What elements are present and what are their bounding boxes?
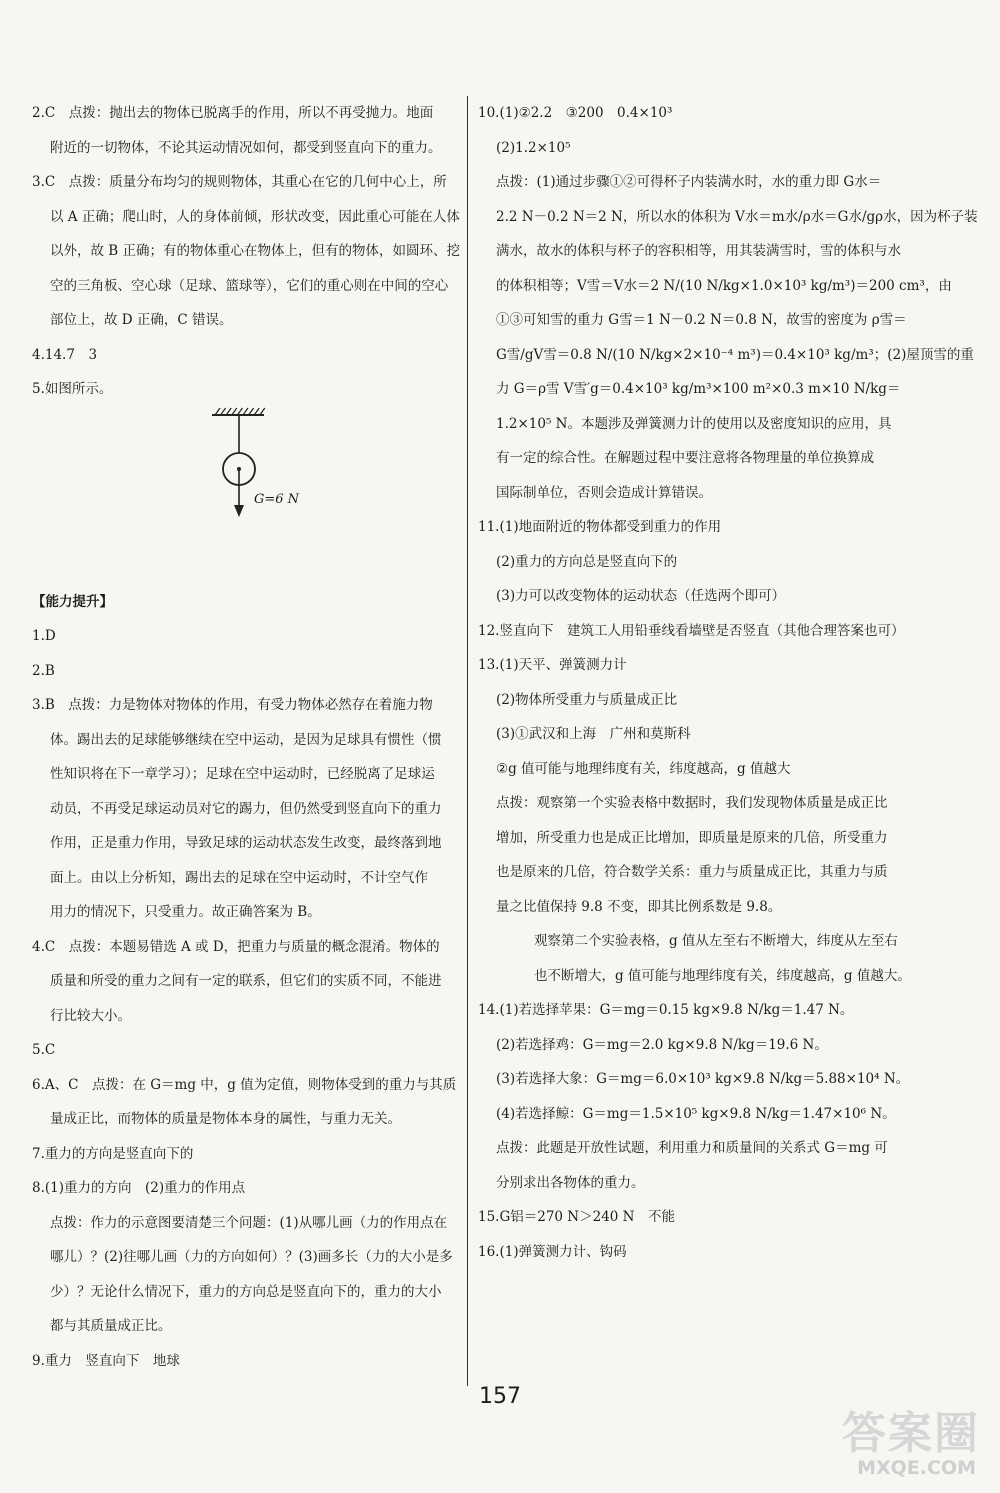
answer-line: 1.2×10⁵ N。本题涉及弹簧测力计的使用以及密度知识的应用，具 [496,415,892,432]
answer-item [478,786,898,924]
answer-line: 质量和所受的重力之间有一定的联系，但它们的实质不同，不能进 [50,973,442,989]
answer-item [32,96,462,165]
answer-line: 4.14.7 3 [32,346,98,363]
ceiling-hatch [237,408,242,415]
answer-item [478,683,898,718]
answer-item [32,1137,462,1172]
answer-line: 少）？无论什么情况下，重力的方向总是竖直向下的，重力的大小 [50,1283,442,1300]
answer-item [32,654,462,689]
answer-line: (2)1.2×10⁵ [496,139,571,156]
answer-item [32,930,462,1034]
answer-line: 5.C [32,1042,56,1058]
answer-line: 观察第二个实验表格，g 值从左至右不断增大，纬度从左至右 [534,933,898,949]
answer-line: 量之比值保持 9.8 不变，即其比例系数是 9.8。 [496,898,782,915]
answer-line: 点拨：作力的示意图要清楚三个问题：(1)从哪儿画（力的作用点在 [50,1214,448,1231]
answer-item [32,1171,462,1206]
answer-line: 哪儿）？(2)往哪儿画（力的方向如何）？(3)画多长（力的大小是多 [50,1249,453,1265]
answer-line: 动员，不再受足球运动员对它的踢力，但仍然受到竖直向下的重力 [50,800,442,817]
answer-line: 8.(1)重力的方向 (2)重力的作用点 [32,1180,246,1196]
answer-line: 量成正比，而物体的质量是物体本身的属性，与重力无关。 [50,1111,401,1127]
answer-line: (3)①武汉和上海 广州和莫斯科 [496,726,691,742]
answer-line: 3.B 点拨：力是物体对物体的作用，有受力物体必然存在着施力物 [32,697,433,713]
answer-line: ①③可知雪的重力 G雪＝1 N－0.2 N＝0.8 N，故雪的密度为 ρ雪＝ [496,312,907,328]
answer-line: 14.(1)若选择苹果：G＝mg＝0.15 kg×9.8 N/kg＝1.47 N。 [478,1002,854,1018]
answer-line: 有一定的综合性。在解题过程中要注意将各物理量的单位换算成 [496,450,874,466]
answer-item [32,338,462,373]
answer-item [32,165,462,338]
ceiling-hatch [243,408,248,415]
answer-line: 6.A、C 点拨：在 G＝mg 中，g 值为定值，则物体受到的重力与其质 [32,1076,457,1093]
answer-item [478,1062,910,1097]
answer-item [478,1235,898,1270]
column-divider [467,96,468,1386]
answer-line: (3)力可以改变物体的运动状态（任选两个即可） [496,588,786,604]
answer-item [32,619,462,654]
answer-item [32,1068,462,1137]
answer-line: (4)若选择鲸：G＝mg＝1.5×10⁵ kg×9.8 N/kg＝1.47×10⁶ N。 [496,1105,896,1122]
answer-line: 3.C 点拨：质量分布均匀的规则物体，其重心在它的几何中心上，所 [32,174,447,190]
gravity-label: G=6 N [254,491,300,507]
hanging-ball-figure [32,407,462,585]
watermark-title: 答案圈 [842,1408,980,1459]
answer-line: 11.(1)地面附近的物体都受到重力的作用 [478,519,722,535]
answer-item [478,545,898,580]
answer-line: 2.2 N－0.2 N＝2 N，所以水的体积为 V水＝m水/ρ水＝G水/gρ水，因为杯子装 [496,208,978,225]
answer-line: 部位上，故 D 正确，C 错误。 [50,312,233,328]
answer-item [478,1028,898,1063]
answer-line: 增加，所受重力也是成正比增加，即质量是原来的几倍，所受重力 [496,829,888,846]
answer-line: 也是原来的几倍，符合数学关系：重力与质量成正比，其重力与质 [496,864,888,880]
ceiling-hatch [232,408,237,415]
answer-item [478,614,905,649]
answer-item [478,993,898,1028]
answer-line: 16.(1)弹簧测力计、钩码 [478,1243,627,1260]
answer-line: 用力的情况下，只受重力。故正确答案为 B。 [50,904,321,920]
answer-line: (2)重力的方向总是竖直向下的 [496,553,678,570]
answer-item [32,688,462,930]
watermark-logo [790,1397,980,1479]
left-column [32,96,462,1378]
answer-line: 4.C 点拨：本题易错选 A 或 D，把重力与质量的概念混淆。物体的 [32,938,440,955]
answer-line: 点拨：(1)通过步骤①②可得杯子内装满水时，水的重力即 G水＝ [496,174,882,190]
answer-line: 以外，故 B 正确；有的物体重心在物体上，但有的物体，如圆环、挖 [50,243,461,259]
answer-line: 的体积相等；V雪＝V水＝2 N/(10 N/kg×1.0×10³ kg/m³)＝200 cm³，由 [496,277,952,294]
answer-item [478,752,898,787]
answer-item [32,1206,462,1344]
answer-line: 2.B [32,662,55,679]
answer-line: 点拨：此题是开放性试题，利用重力和质量间的关系式 G＝mg 可 [496,1140,888,1156]
answer-line: ②g 值可能与地理纬度有关，纬度越高，g 值越大 [496,760,791,777]
answer-item [478,924,911,993]
answer-line: (2)若选择鸡：G＝mg＝2.0 kg×9.8 N/kg＝19.6 N。 [496,1036,828,1053]
answer-line: 10.(1)②2.2 ③200 0.4×10³ [478,105,673,121]
answer-line: (2)物体所受重力与质量成正比 [496,691,678,708]
answer-line: 13.(1)天平、弹簧测力计 [478,657,627,673]
answer-line: 体。踢出去的足球能够继续在空中运动，是因为足球具有惯性（惯 [50,731,442,748]
answer-line: 12.竖直向下 建筑工人用铅垂线看墙壁是否竖直（其他合理答案也可） [478,622,905,639]
answer-line: 满水，故水的体积与杯子的容积相等，用其装满雪时，雪的体积与水 [496,243,901,259]
answer-line: G雪/gV雪＝0.8 N/(10 N/kg×2×10⁻⁴ m³)＝0.4×10³ kg/m³；(2)屋顶雪的重 [496,346,974,363]
answer-line: 也不断增大，g 值可能与地理纬度有关，纬度越高，g 值越大。 [534,967,911,984]
page-number: 157 [479,1384,521,1409]
ceiling-hatch [249,408,254,415]
answer-item [32,372,462,407]
answer-item [478,648,898,683]
answer-item [478,165,978,510]
answer-item [32,1033,462,1068]
ceiling-hatch [254,408,259,415]
ceiling-hatch [221,408,226,415]
answer-line: 5.如图所示。 [32,381,113,397]
answer-line: 国际制单位，否则会造成计算错误。 [496,484,712,501]
answer-line: (3)若选择大象：G＝mg＝6.0×10³ kg×9.8 N/kg＝5.88×10⁴ N。 [496,1071,910,1087]
answer-item [478,510,898,545]
answer-line: 点拨：观察第一个实验表格中数据时，我们发现物体质量是成正比 [496,795,888,811]
answer-item [478,1200,898,1235]
answer-line: 以 A 正确；爬山时，人的身体前倾，形状改变，因此重心可能在人体 [50,208,460,225]
answer-line: 7.重力的方向是竖直向下的 [32,1145,194,1162]
right-column [478,96,978,1269]
answer-line: 力 G＝ρ雪 V雪′g＝0.4×10³ kg/m³×100 m²×0.3 m×10 N/kg＝ [496,381,901,397]
answer-item [478,717,898,752]
answer-item [478,1131,898,1200]
answer-line: 作用，正是重力作用，导致足球的运动状态发生改变，最终落到地 [50,835,442,851]
answer-line: 行比较大小。 [50,1007,131,1024]
answer-line: 面上。由以上分析知，踢出去的足球在空中运动时，不计空气作 [50,869,428,886]
answer-line: 9.重力 竖直向下 地球 [32,1352,180,1369]
answer-line: 附近的一切物体，不论其运动情况如何，都受到竖直向下的重力。 [50,139,442,156]
gravity-arrow-head [234,505,244,517]
answer-line: 分别求出各物体的重力。 [496,1174,645,1191]
section-heading: 【能力提升】 [32,593,113,610]
answer-line: 性知识将在下一章学习）；足球在空中运动时，已经脱离了足球运 [50,766,435,782]
answer-item [478,579,898,614]
answer-line: 1.D [32,628,56,644]
ceiling-hatch [215,408,220,415]
answer-line: 2.C 点拨：抛出去的物体已脱离手的作用，所以不再受抛力。地面 [32,105,434,121]
answer-line: 都与其质量成正比。 [50,1318,172,1334]
watermark-url: MXQE.COM [857,1457,976,1479]
ceiling-hatch [260,408,265,415]
answer-line: 空的三角板、空心球（足球、篮球等），它们的重心则在中间的空心 [50,277,449,294]
answer-item [32,1344,462,1379]
gravity-force-diagram [32,407,462,585]
answer-item [478,96,898,131]
answer-item [478,1097,898,1132]
ceiling-hatch [226,408,231,415]
answer-item [478,131,898,166]
answer-line: 15.G铝＝270 N＞240 N 不能 [478,1209,675,1225]
